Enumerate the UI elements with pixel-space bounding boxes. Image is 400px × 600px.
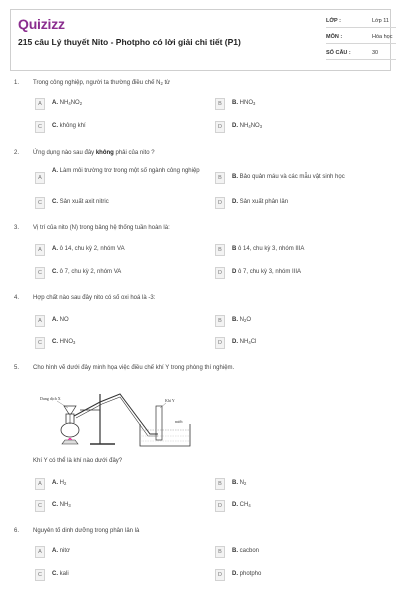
option-text: A. nitơ: [52, 548, 70, 554]
answer-option-c[interactable]: [35, 121, 205, 134]
option-box[interactable]: B: [215, 244, 225, 256]
option-text: D. Sản xuất phân lân: [232, 199, 289, 205]
option-box[interactable]: A: [35, 546, 45, 558]
option-text: D. $CH_4$: [232, 502, 251, 508]
answer-option-d[interactable]: [215, 121, 385, 134]
answer-option-c[interactable]: [35, 337, 205, 350]
meta-grade-value: Lớp 11: [372, 18, 389, 24]
question-text: Trong công nghiệp, người ta thường điều chế $N_2$ từ: [33, 80, 171, 86]
question-number: 2.: [14, 150, 20, 156]
answer-option-b[interactable]: [215, 546, 385, 559]
question-text: Ứng dụng nào sau đây không phải của nito ?: [33, 150, 155, 156]
worksheet-header: [10, 9, 391, 71]
option-text: C. $HNO_3$: [52, 339, 76, 345]
answer-option-d[interactable]: [215, 197, 385, 210]
question-text: Vị trí của nito (N) trong bảng hệ thống tuần hoàn là:: [33, 225, 170, 231]
question-number: 1.: [14, 80, 20, 86]
option-text: C. không khí: [52, 123, 86, 129]
answer-option-d[interactable]: [215, 337, 385, 350]
option-box[interactable]: D: [215, 500, 225, 512]
meta-count-value: 30: [372, 50, 379, 56]
option-box[interactable]: B: [215, 98, 225, 110]
question-number: 5.: [14, 365, 20, 371]
divider: [326, 27, 396, 28]
option-text: A. NO: [52, 317, 69, 323]
option-text: B. cacbon: [232, 548, 260, 554]
question-text: Khí Y có thể là khí nào dưới đây?: [33, 458, 123, 464]
lab-apparatus-figure: [40, 390, 210, 448]
option-box[interactable]: D: [215, 267, 225, 279]
divider: [326, 59, 396, 60]
answer-option-a[interactable]: [35, 546, 205, 559]
option-box[interactable]: C: [35, 569, 45, 581]
meta-subject-value: Hóa học: [372, 34, 393, 40]
answer-option-a[interactable]: [35, 167, 205, 189]
answer-option-a[interactable]: [35, 244, 205, 257]
quizizz-logo: Quizizz: [18, 16, 65, 32]
meta-count-label: SỐ CÂU :: [326, 50, 351, 56]
option-text: A. $H_2$: [52, 480, 67, 486]
option-text: C. $NH_3$: [52, 502, 71, 508]
question-text: Nguyên tố dinh dưỡng trong phân lân là: [33, 528, 140, 534]
question-number: 3.: [14, 225, 20, 231]
option-text: B. $N_2O$: [232, 317, 252, 323]
question-number: 4.: [14, 295, 20, 301]
option-box[interactable]: A: [35, 172, 45, 184]
answer-option-c[interactable]: [35, 500, 205, 513]
option-text: C. Sản xuất axit nitric: [52, 199, 109, 205]
option-text: B. Bảo quản máu và các mẫu vật sinh học: [232, 174, 345, 180]
answer-option-b[interactable]: [215, 478, 385, 491]
question-text: Hợp chất nào sau đây nito có số oxi hoá là -3:: [33, 295, 156, 301]
option-text: D. photpho: [232, 571, 262, 577]
option-box[interactable]: C: [35, 121, 45, 133]
option-text: C. ô 7, chu kỳ 2, nhóm VA: [52, 269, 122, 275]
option-text: B. $HNO_3$: [232, 100, 256, 106]
option-box[interactable]: D: [215, 337, 225, 349]
option-text: A. $NH_4NO_2$: [52, 100, 83, 106]
answer-option-d[interactable]: [215, 500, 385, 513]
option-text: B ô 14, chu kỳ 3, nhóm IIIA: [232, 246, 305, 252]
meta-subject-label: MÔN :: [326, 34, 343, 40]
divider: [326, 43, 396, 44]
option-text: D. $NH_4NO_3$: [232, 123, 263, 129]
meta-grade-label: LỚP :: [326, 18, 341, 24]
answer-option-c[interactable]: [35, 267, 205, 280]
label-gas: Khí Y: [165, 398, 175, 403]
option-box[interactable]: B: [215, 172, 225, 184]
option-text: B. $N_2$: [232, 480, 247, 486]
option-box[interactable]: C: [35, 500, 45, 512]
answer-option-a[interactable]: [35, 315, 205, 328]
option-box[interactable]: C: [35, 267, 45, 279]
answer-option-b[interactable]: [215, 98, 385, 111]
label-water: nước: [175, 419, 184, 424]
question-text: Cho hình vẽ dưới đây minh họa việc điều chế khí Y trong phòng thí nghiệm.: [33, 365, 235, 371]
option-box[interactable]: A: [35, 244, 45, 256]
answer-option-d[interactable]: [215, 267, 385, 280]
answer-option-d[interactable]: [215, 569, 385, 582]
answer-option-a[interactable]: [35, 478, 205, 491]
option-box[interactable]: B: [215, 546, 225, 558]
answer-option-c[interactable]: [35, 197, 205, 210]
option-box[interactable]: A: [35, 315, 45, 327]
answer-option-c[interactable]: [35, 569, 205, 582]
option-text: D. $NH_4Cl$: [232, 339, 257, 345]
option-text: A. Làm môi trường trơ trong một số ngành công nghiệp: [52, 168, 200, 174]
option-box[interactable]: C: [35, 337, 45, 349]
option-text: D ô 7, chu kỳ 3, nhóm IIIA: [232, 269, 302, 275]
label-solution: Dung dịch X: [40, 396, 61, 401]
option-box[interactable]: D: [215, 121, 225, 133]
option-box[interactable]: D: [215, 197, 225, 209]
answer-option-b[interactable]: [215, 315, 385, 328]
answer-option-b[interactable]: [215, 244, 385, 257]
option-text: C. kali: [52, 571, 69, 577]
option-box[interactable]: D: [215, 569, 225, 581]
answer-option-a[interactable]: [35, 98, 205, 111]
option-box[interactable]: C: [35, 197, 45, 209]
option-box[interactable]: B: [215, 478, 225, 490]
option-text: A. ô 14, chu kỳ 2, nhóm VA: [52, 246, 125, 252]
option-box[interactable]: B: [215, 315, 225, 327]
option-box[interactable]: A: [35, 478, 45, 490]
worksheet-title: 215 câu Lý thuyết Nito - Photpho có lời giải chi tiết (P1): [18, 37, 241, 47]
question-number: 6.: [14, 528, 20, 534]
option-box[interactable]: A: [35, 98, 45, 110]
answer-option-b[interactable]: [215, 172, 385, 185]
